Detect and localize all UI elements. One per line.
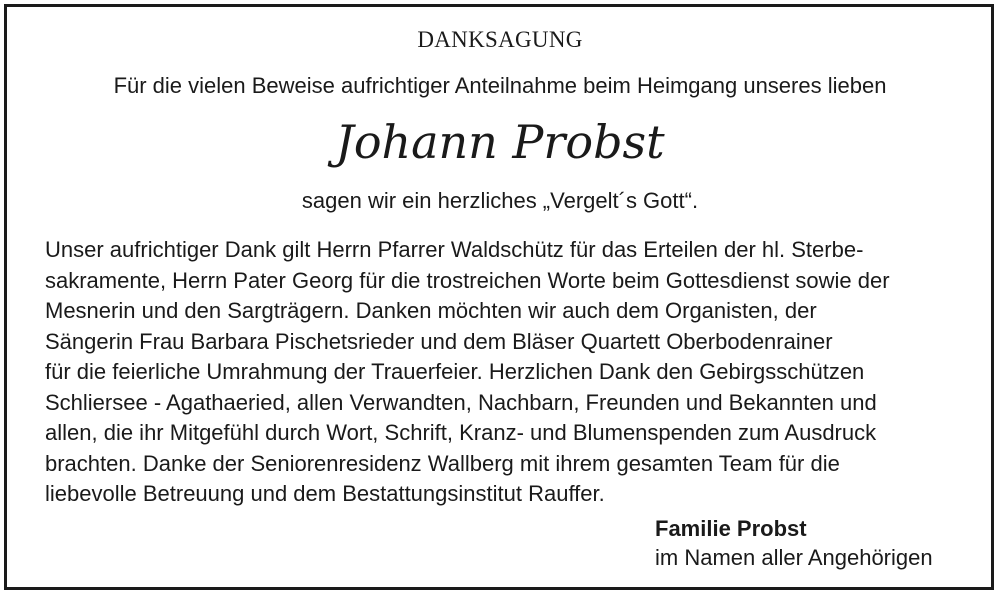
thanks-text: sagen wir ein herzliches „Vergelt´s Gott“. <box>301 188 699 213</box>
body-line: brachten. Danke der Seniorenresidenz Wallberg mit ihrem gesamten Team für die <box>45 450 840 476</box>
notice-heading: DANKSAGUNG <box>417 27 583 52</box>
signature-name: Familie Probst <box>655 516 807 541</box>
body-line: für die feierliche Umrahmung der Trauerfeier. Herzlichen Dank den Gebirgsschützen <box>45 359 865 384</box>
signature-subtitle: im Namen aller Angehörigen <box>655 545 933 570</box>
body-line: Mesnerin und den Sargträgern. Danken möchten wir auch dem Organisten, der <box>45 298 817 323</box>
body-line: liebevolle Betreuung und dem Bestattungsinstitut Rauffer. <box>45 481 605 506</box>
body-line: Schliersee - Agathaeried, allen Verwandten, Nachbarn, Freunden und Bekannten und <box>45 389 877 415</box>
body-paragraph <box>45 235 965 510</box>
signature-block <box>655 514 933 572</box>
intro-text: Für die vielen Beweise aufrichtiger Anteilnahme beim Heimgang unseres lieben <box>113 73 887 98</box>
body-line: Sängerin Frau Barbara Pischetsrieder und dem Bläser Quartett Oberbodenrainer <box>45 328 833 354</box>
deceased-name: Johann Probst <box>335 115 665 169</box>
body-line: allen, die ihr Mitgefühl durch Wort, Schrift, Kranz- und Blumenspenden zum Ausdruck <box>45 420 877 445</box>
body-line: Unser aufrichtiger Dank gilt Herrn Pfarrer Waldschütz für das Erteilen der hl. Sterbe- <box>45 237 864 262</box>
body-line: sakramente, Herrn Pater Georg für die trostreichen Worte beim Gottesdienst sowie der <box>45 267 890 293</box>
